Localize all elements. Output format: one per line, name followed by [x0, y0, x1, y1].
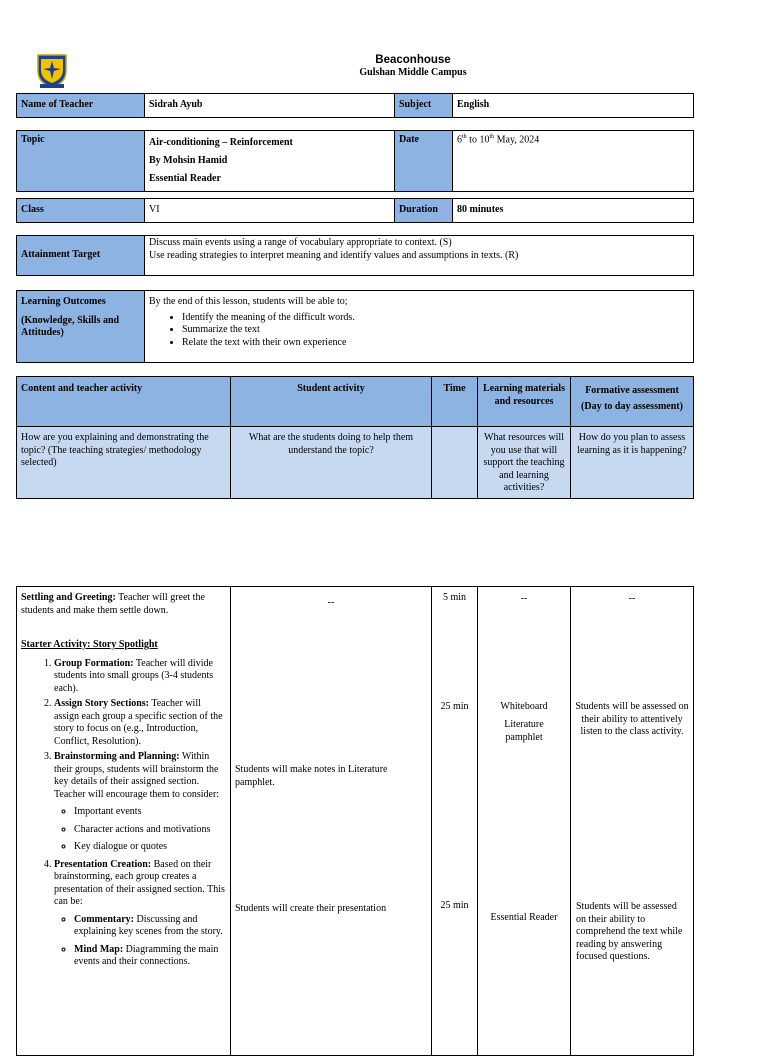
resource-essential-reader: Essential Reader [490, 912, 558, 923]
desc-student: What are the students doing to help them understand the topic? [231, 427, 432, 499]
attainment-table [16, 235, 694, 276]
desc-assessment: How do you plan to assess learning as it is happening? [571, 427, 694, 499]
student-activity-cell [231, 587, 432, 1056]
list-item: 1. Group Formation: Teacher will divide students into small groups (3-4 students each). [54, 658, 226, 696]
settle-time: 5 min [442, 592, 467, 603]
presentation-types-list [54, 914, 226, 969]
list-item: ◦ Mind Map: Diagramming the main events and their connections. [74, 944, 226, 969]
col-header-time: Time [432, 377, 478, 427]
class-value: VI [145, 199, 395, 223]
subject-label: Subject [395, 94, 453, 118]
resource-literature-pamphlet: Literature pamphlet [504, 719, 544, 743]
outcomes-label: Learning Outcomes [21, 296, 106, 307]
outcomes-table [16, 290, 694, 363]
plan-header-table [16, 376, 694, 499]
present-assessment: Students will be assessed on their ability to comprehend the text while reading by answering focused questions. [576, 901, 683, 962]
settle-resources: -- [520, 593, 528, 604]
col-header-student: Student activity [231, 377, 432, 427]
duration-value: 80 minutes [453, 199, 694, 223]
notes-student: Students will make notes in Literature pamphlet. [235, 764, 388, 788]
starter-time: 25 min [440, 701, 469, 712]
school-name: Beaconhouse [375, 54, 451, 66]
settle-title: Settling and Greeting: [21, 592, 116, 603]
list-item: • Summarize the text [182, 324, 689, 337]
campus-name: Gulshan Middle Campus [359, 67, 467, 79]
col-header-assessment: Formative assessment (Day to day assessment) [571, 377, 694, 427]
outcomes-sublabel: (Knowledge, Skills and Attitudes) [21, 314, 120, 338]
list-item: ◦ Commentary: Discussing and explaining key scenes from the story. [74, 914, 226, 939]
desc-content: How are you explaining and demonstrating the topic? (The teaching strategies/ methodology selected) [17, 427, 231, 499]
list-item: ◦ Key dialogue or quotes [74, 841, 226, 854]
settle-block [21, 592, 226, 617]
list-item: 2. Assign Story Sections: Teacher will assign each group a specific section of the story to focus on (e.g., Introduction, Conflict, Resolution). [54, 698, 226, 748]
teacher-label: Name of Teacher [17, 94, 145, 118]
topic-value [145, 131, 395, 192]
class-duration-table [16, 198, 694, 223]
subject-value: English [453, 94, 694, 118]
present-student: Students will create their presentation [235, 903, 387, 914]
starter-steps [21, 658, 226, 969]
list-item: 3. Brainstorming and Planning: Within their groups, students will brainstorm the key details of their assigned section. Teacher will encourage them to consider: ◦ Important events ◦ Character actions and motivations ◦ Key dialogue or quotes [54, 751, 226, 854]
topic-date-table [16, 130, 694, 192]
document-header [0, 53, 768, 80]
attainment-value [145, 236, 694, 276]
starter-assessment: Students will be assessed on their ability to attentively listen to the class activity. [575, 701, 689, 737]
settle-text: Teacher will greet the students and make them settle down. [21, 592, 205, 616]
class-label: Class [17, 199, 145, 223]
time-cell [432, 587, 478, 1056]
resource-whiteboard: Whiteboard [500, 701, 548, 712]
activity-content-cell [17, 587, 231, 1056]
outcomes-list [149, 312, 689, 350]
list-item: • Relate the text with their own experience [182, 337, 689, 350]
list-item: ◦ Important events [74, 806, 226, 819]
resources-cell [478, 587, 571, 1056]
attainment-label: Attainment Target [17, 236, 145, 276]
consider-list [54, 806, 226, 854]
settle-assessment: -- [628, 593, 636, 604]
topic-line: Air-conditioning – Reinforcement [149, 137, 293, 148]
col-header-resources: Learning materials and resources [478, 377, 571, 427]
attainment-line: Use reading strategies to interpret meaning and identify values and assumptions in texts. (R) [149, 249, 519, 261]
list-item: • Identify the meaning of the difficult words. [182, 312, 689, 325]
outcomes-label-cell [17, 291, 145, 363]
starter-title: Starter Activity: Story Spotlight [21, 639, 158, 650]
list-item: ◦ Character actions and motivations [74, 824, 226, 837]
settle-student: -- [327, 597, 335, 608]
topic-line: By Mohsin Hamid [149, 155, 228, 166]
desc-time [432, 427, 478, 499]
date-label: Date [395, 131, 453, 192]
date-value: 6th to 10th May, 2024 [453, 131, 694, 192]
teacher-value: Sidrah Ayub [145, 94, 395, 118]
plan-body-table [16, 586, 694, 1056]
desc-resources: What resources will you use that will support the teaching and learning activities? [478, 427, 571, 499]
duration-label: Duration [395, 199, 453, 223]
assessment-cell [571, 587, 694, 1056]
topic-label: Topic [17, 131, 145, 192]
outcomes-value [145, 291, 694, 363]
list-item: 4. Presentation Creation: Based on their brainstorming, each group creates a presentation of their assigned section. This can be: ◦ Commentary: Discussing and explaining key scenes from the story. ◦ Mind Map: Diagramming the main events and their connections. [54, 859, 226, 969]
teacher-subject-table [16, 93, 694, 118]
present-time: 25 min [440, 900, 469, 911]
col-header-content: Content and teacher activity [17, 377, 231, 427]
topic-line: Essential Reader [149, 173, 221, 184]
outcomes-intro: By the end of this lesson, students will be able to; [149, 296, 348, 307]
attainment-line: Discuss main events using a range of vocabulary appropriate to context. (S) [149, 237, 452, 248]
